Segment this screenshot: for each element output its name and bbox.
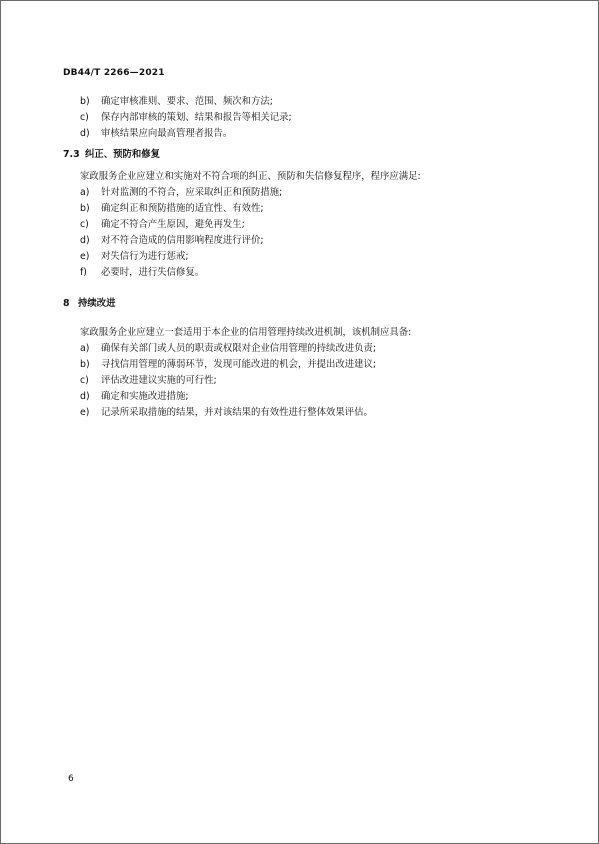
list-item [63, 265, 543, 281]
section-title: 持续改进 [78, 298, 116, 309]
section-7-2-list [63, 94, 543, 142]
list-item [63, 110, 543, 126]
section-7-3 [63, 147, 543, 281]
list-marker: d) [80, 391, 90, 402]
section-8 [63, 296, 543, 421]
list-item-text: 针对监测的不符合，应采取纠正和预防措施; [101, 187, 283, 198]
list-item-text: 保存内部审核的策划、结果和报告等相关记录; [101, 112, 292, 123]
list-item-text: 寻找信用管理的薄弱环节，发现可能改进的机会，并提出改进建议; [101, 359, 377, 370]
list-item [63, 217, 543, 233]
list-item [63, 373, 543, 389]
list-item [63, 341, 543, 357]
section-number: 7.3 [63, 149, 80, 160]
list-marker: b) [80, 359, 90, 370]
list-item [63, 233, 543, 249]
list-item-text: 对失信行为进行惩戒; [101, 251, 189, 262]
list-item [63, 201, 543, 217]
list-marker: d) [80, 128, 90, 139]
section-number: 8 [63, 298, 70, 309]
section-intro: 家政服务企业应建立一套适用于本企业的信用管理持续改进机制，该机制应具备: [80, 327, 412, 338]
list-item [63, 94, 543, 110]
list-item-text: 确定纠正和预防措施的适宜性、有效性; [101, 203, 264, 214]
page-number: 6 [68, 774, 74, 784]
list-marker: a) [80, 187, 90, 198]
section-title: 纠正、预防和修复 [85, 149, 161, 160]
list-marker: c) [80, 219, 89, 230]
list-marker: b) [80, 96, 90, 107]
list-item-text: 确定审核准则、要求、范围、频次和方法; [101, 96, 273, 107]
list-item-text: 必要时，进行失信修复。 [101, 267, 205, 278]
list-marker: c) [80, 112, 89, 123]
list-item-text: 确定和实施改进措施; [101, 391, 189, 402]
list-marker: c) [80, 375, 89, 386]
list-item-text: 对不符合造成的信用影响程度进行评价; [101, 235, 264, 246]
list-marker: f) [80, 267, 87, 278]
list-marker: e) [80, 407, 90, 418]
list-item [63, 405, 543, 421]
list-item [63, 126, 543, 142]
list-marker: b) [80, 203, 90, 214]
list-item-text: 确定不符合产生原因，避免再发生; [101, 219, 245, 230]
section-heading [63, 147, 543, 163]
list-item-text: 记录所采取措施的结果，并对该结果的有效性进行整体效果评估。 [101, 407, 373, 418]
list-item-text: 确保有关部门或人员的职责或权限对企业信用管理的持续改进负责; [101, 343, 377, 354]
list-marker: a) [80, 343, 90, 354]
section-heading [63, 296, 543, 312]
list-item [63, 389, 543, 405]
list-item [63, 185, 543, 201]
list-marker: e) [80, 251, 90, 262]
list-item [63, 357, 543, 373]
list-item-text: 审核结果应向最高管理者报告。 [101, 128, 233, 139]
section-intro: 家政服务企业应建立和实施对不符合项的纠正、预防和失信修复程序，程序应满足: [80, 171, 421, 182]
list-item [63, 249, 543, 265]
list-item-text: 评估改进建议实施的可行性; [101, 375, 217, 386]
document-code: DB44/T 2266—2021 [63, 68, 165, 78]
list-marker: d) [80, 235, 90, 246]
